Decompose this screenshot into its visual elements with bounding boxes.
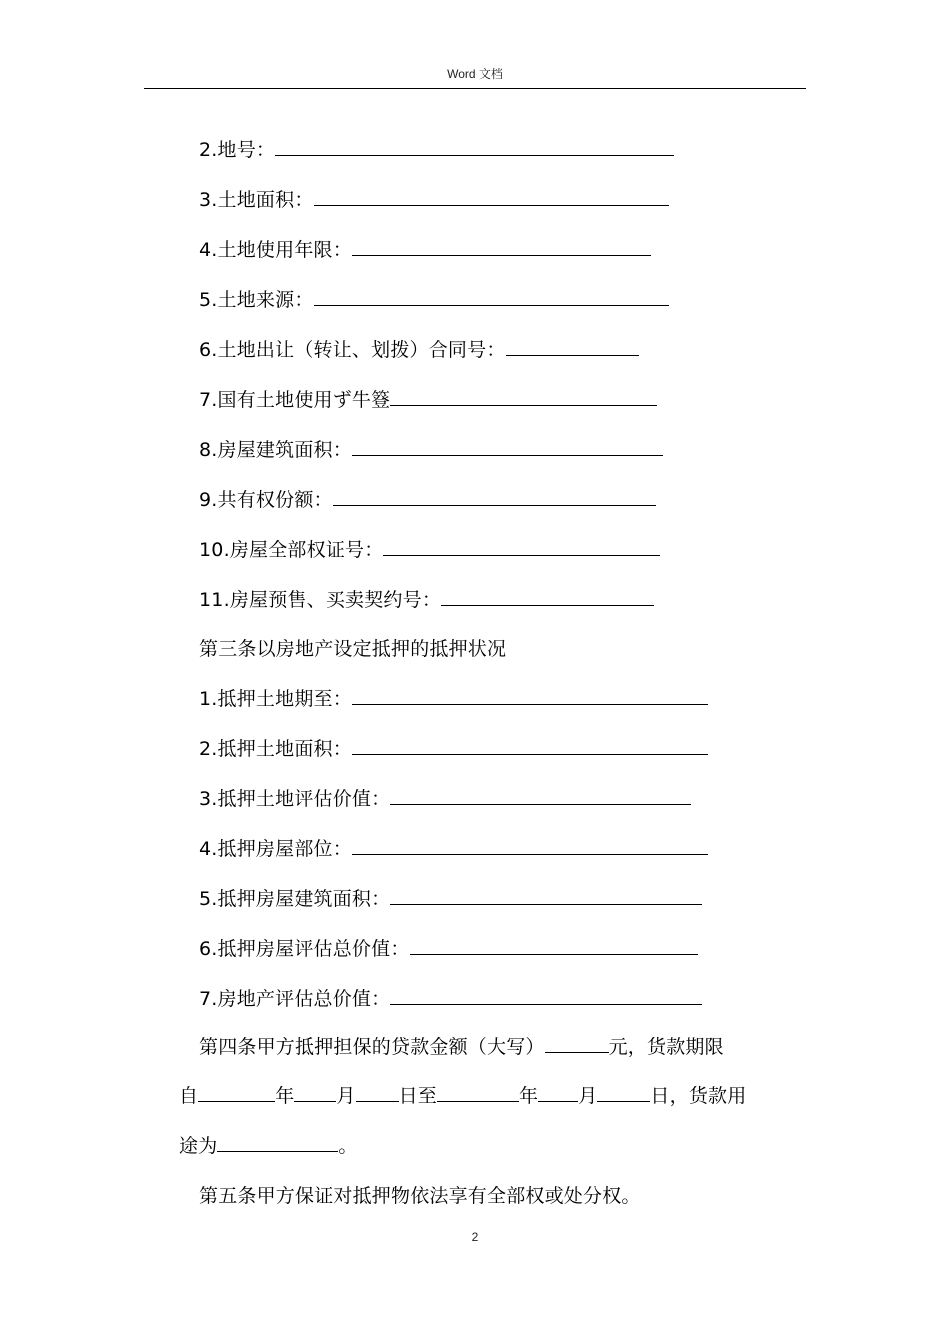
fill-blank [506,337,639,356]
fill-blank [275,137,674,156]
fill-blank [314,187,669,206]
list-item-mortgage-house-location [199,836,708,862]
list-item-land-use-term [199,237,651,263]
section-title-text: 第三条以房地产设定抵押的抵押状况 [199,638,507,660]
list-item-contract-number [199,337,639,363]
article-4-text: 途为 [179,1135,218,1157]
article-5 [199,1183,641,1209]
item-label: 9.共有权份额： [199,489,333,511]
fill-blank-year-start [198,1083,275,1102]
list-item-mortgage-house-value [199,936,698,962]
article-4-text: 日至 [398,1085,438,1107]
fill-blank-month-start [294,1083,336,1102]
fill-blank-amount [545,1034,609,1053]
article-4-text: 日，货款用 [650,1085,747,1107]
fill-blank-day-start [356,1083,399,1102]
page-header [144,66,806,89]
fill-blank [383,537,660,556]
fill-blank [352,736,708,755]
list-item-real-estate-value [199,986,702,1012]
fill-blank [390,886,702,905]
item-label: 2.抵押土地面积： [199,738,352,760]
article-5-text: 第五条甲方保证对抵押物依法享有全部权或处分权。 [199,1185,641,1207]
list-item-state-land-use [199,387,657,413]
list-item-mortgage-house-area [199,886,702,912]
fill-blank [352,836,708,855]
item-label: 7.房地产评估总价值： [199,988,391,1010]
fill-blank [390,387,657,406]
item-label: 4.抵押房屋部位： [199,838,352,860]
fill-blank [314,287,669,306]
article-4-line-3 [179,1133,358,1159]
article-4-text: 自 [179,1085,199,1107]
header-text: Word 文档 [447,67,503,81]
item-label: 7.国有土地使用ず牛簦 [199,389,391,411]
page-number [0,1230,950,1244]
item-label: 6.抵押房屋评估总价值： [199,938,410,960]
article-4-text: 月 [336,1085,356,1107]
fill-blank [333,487,656,506]
item-label: 3.土地面积： [199,189,314,211]
item-label: 1.抵押土地期至： [199,688,352,710]
fill-blank-loan-use [217,1133,338,1152]
fill-blank [390,986,702,1005]
article-4-line-2 [179,1083,746,1109]
item-label: 5.抵押房屋建筑面积： [199,888,391,910]
article-4-text: 元，货款期限 [608,1036,724,1058]
article-4-text: 第四条甲方抵押担保的贷款金额（大写） [199,1036,545,1058]
list-item-mortgage-land-value [199,786,691,812]
fill-blank [390,786,691,805]
list-item-mortgage-land-term [199,686,708,712]
list-item-land-source [199,287,669,313]
article-4-text: 年 [275,1085,295,1107]
item-label: 10.房屋全部权证号： [199,539,384,561]
list-item-shared-share [199,487,656,513]
item-label: 5.土地来源： [199,289,314,311]
fill-blank [441,587,654,606]
list-item-presale-contract [199,587,654,613]
list-item-land-area [199,187,669,213]
fill-blank-day-end [597,1083,650,1102]
fill-blank-month-end [538,1083,578,1102]
article-4-text: 。 [338,1135,358,1157]
item-label: 6.土地出让（转让、划拨）合同号： [199,339,506,361]
fill-blank [410,936,698,955]
item-label: 2.地号： [199,139,276,161]
item-label: 3.抵押土地评估价值： [199,788,391,810]
fill-blank-year-end [437,1083,519,1102]
fill-blank [352,237,651,256]
item-label: 8.房屋建筑面积： [199,439,352,461]
section-title-article-3 [199,636,506,662]
item-label: 4.土地使用年限： [199,239,352,261]
article-4-text: 月 [578,1085,598,1107]
fill-blank [352,437,663,456]
list-item-mortgage-land-area [199,736,708,762]
list-item-land-number [199,137,674,163]
list-item-building-area [199,437,663,463]
list-item-ownership-cert [199,537,660,563]
article-4-text: 年 [519,1085,539,1107]
article-4-line-1 [199,1034,724,1060]
page-number-text: 2 [471,1230,479,1244]
fill-blank [352,686,708,705]
item-label: 11.房屋预售、买卖契约号： [199,589,442,611]
